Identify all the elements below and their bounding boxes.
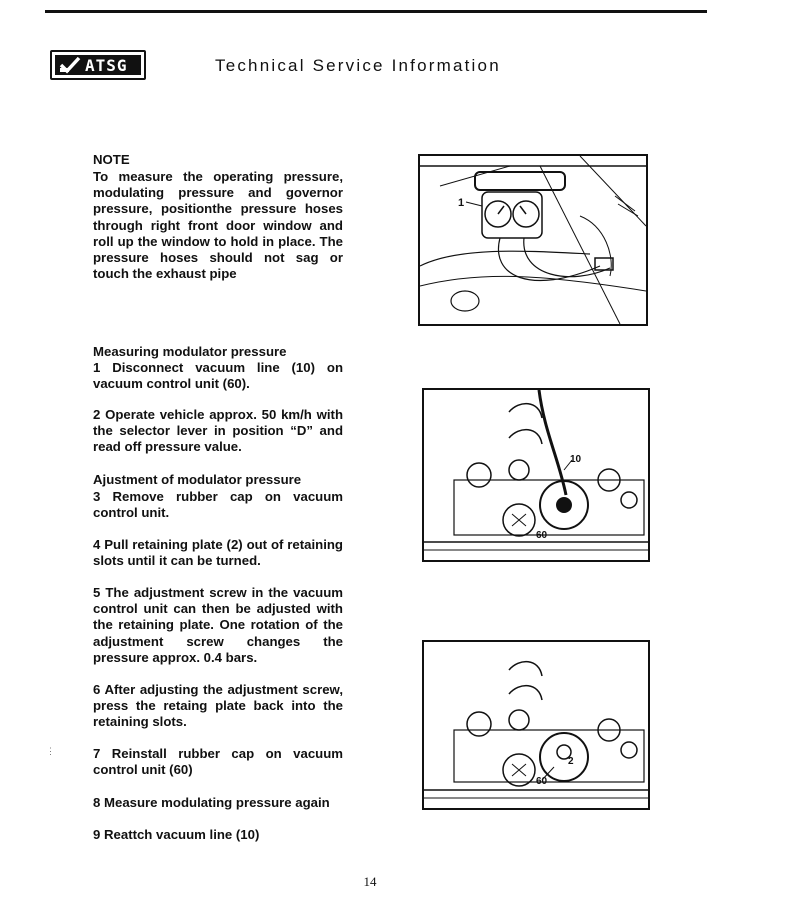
- figure-vacuum-control-unit: [422, 388, 650, 562]
- fig3-callout-60: 60: [536, 776, 548, 787]
- page-number: 14: [363, 874, 377, 889]
- figure-retaining-plate: [422, 640, 650, 810]
- step-8: 8 Measure modulating pressure again: [93, 795, 330, 810]
- step-3: 3 Remove rubber cap on vacuum control unit.: [93, 489, 343, 521]
- step-4: 4 Pull retaining plate (2) out of retaining slots until it can be turned.: [93, 537, 343, 569]
- section-heading-measuring: Measuring modulator pressure: [93, 344, 287, 359]
- step-6: 6 After adjusting the adjustment screw, press the retaing plate back into the retaining slots.: [93, 682, 343, 730]
- scan-speck: ⋮: [46, 746, 55, 756]
- fig3-callout-2: 2: [568, 756, 574, 767]
- step-7: 7 Reinstall rubber cap on vacuum control unit (60): [93, 746, 343, 778]
- note-body: To measure the operating pressure, modulating pressure and governor pressure, positionthe pressure hoses through right front door window and roll up the window to hold in place. The pressure hoses should not sag or touch the exhaust pipe: [93, 169, 343, 282]
- fig1-callout-1: 1: [458, 197, 465, 209]
- figure-pressure-gauges-in-car: [418, 154, 648, 326]
- section-heading-adjustment: Ajustment of modulator pressure: [93, 472, 302, 487]
- top-rule: [45, 10, 707, 13]
- fig2-callout-10: 10: [570, 454, 582, 465]
- page-title: Technical Service Information: [215, 56, 501, 75]
- step-5: 5 The adjustment screw in the vacuum control unit can then be adjusted with the retaining plate. One rotation of the adjustment screw changes the pressure approx. 0.4 bars.: [93, 585, 343, 665]
- step-9: 9 Reattch vacuum line (10): [93, 827, 260, 842]
- fig2-callout-60: 60: [536, 530, 548, 541]
- logo-text: ATSG: [85, 55, 128, 75]
- note-heading: NOTE: [93, 152, 130, 167]
- checkmark-icon: [59, 56, 81, 74]
- step-1: 1 Disconnect vacuum line (10) on vacuum control unit (60).: [93, 360, 343, 392]
- atsg-logo: [50, 50, 146, 80]
- step-2: 2 Operate vehicle approx. 50 km/h with the selector lever in position “D” and read off pressure value.: [93, 407, 343, 455]
